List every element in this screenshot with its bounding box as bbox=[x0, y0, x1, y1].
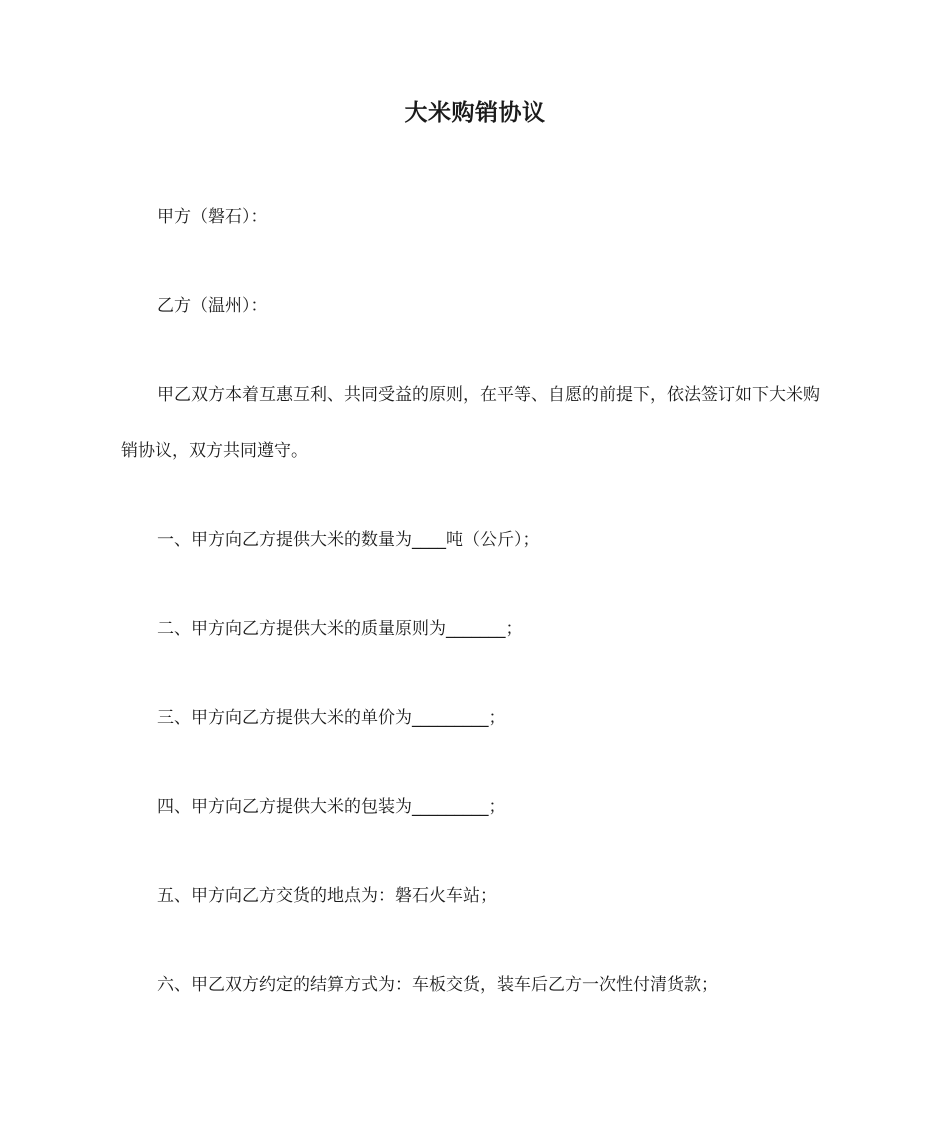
intro-paragraph: 甲乙双方本着互惠互利、共同受益的原则，在平等、自愿的前提下，依法签订如下大米购销协议，双方共同遵守。 bbox=[121, 385, 820, 461]
clause-4: 四、甲方向乙方提供大米的包装为_________； bbox=[157, 797, 506, 817]
clause-3: 三、甲方向乙方提供大米的单价为_________； bbox=[157, 708, 506, 728]
clause-5: 五、甲方向乙方交货的地点为：磐石火车站； bbox=[157, 886, 497, 906]
document-title: 大米购销协议 bbox=[404, 100, 546, 126]
party-b-line: 乙方（温州）： bbox=[157, 296, 268, 316]
clause-6: 六、甲乙双方约定的结算方式为：车板交货，装车后乙方一次性付清货款； bbox=[157, 975, 718, 995]
clause-2: 二、甲方向乙方提供大米的质量原则为_______； bbox=[157, 619, 523, 639]
clause-1: 一、甲方向乙方提供大米的数量为____吨（公斤）； bbox=[157, 530, 540, 550]
party-a-line: 甲方（磐石）： bbox=[157, 207, 268, 227]
